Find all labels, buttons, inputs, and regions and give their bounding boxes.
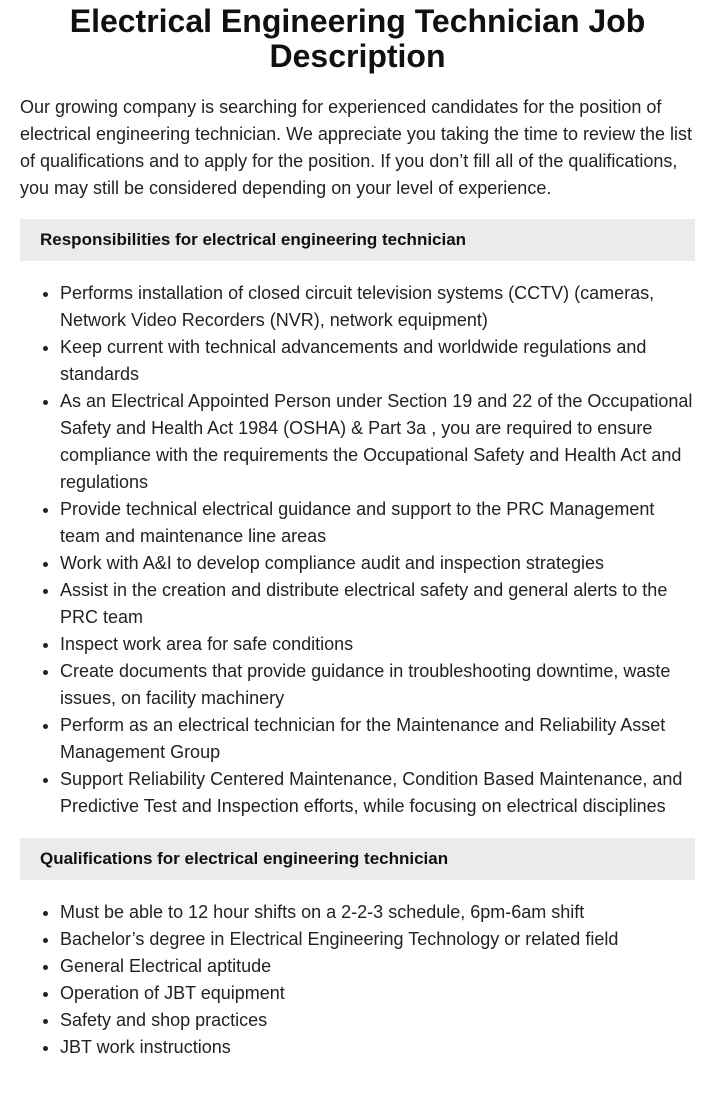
list-item: • As an Electrical Appointed Person under Section 19 and 22 of the Occupational Safety and Health Act 1984 (OSHA) & Part 3a , you are required to ensure compliance with the requirements the Occupational Safety and Health Act and regulations	[60, 388, 695, 496]
list-item: • Support Reliability Centered Maintenance, Condition Based Maintenance, and Predictive Test and Inspection efforts, while focusing on electrical disciplines	[60, 766, 695, 820]
list-item: • Performs installation of closed circuit television systems (CCTV) (cameras, Network Video Recorders (NVR), network equipment)	[60, 280, 695, 334]
list-item: • JBT work instructions	[60, 1034, 695, 1061]
responsibilities-list	[20, 280, 695, 820]
list-item: • Provide technical electrical guidance and support to the PRC Management team and maintenance line areas	[60, 496, 695, 550]
page-title: Electrical Engineering Technician Job Description	[69, 3, 646, 74]
list-item: • General Electrical aptitude	[60, 953, 695, 980]
intro-paragraph: Our growing company is searching for experienced candidates for the position of electrical engineering technician. We appreciate you taking the time to review the list of qualifications and to apply for the position. If you don’t fill all of the qualifications, you may still be considered depending on your level of experience.	[20, 97, 693, 198]
qualifications-list	[20, 899, 695, 1061]
list-item: • Work with A&I to develop compliance audit and inspection strategies	[60, 550, 695, 577]
list-item: • Perform as an electrical technician for the Maintenance and Reliability Asset Management Group	[60, 712, 695, 766]
list-item: • Operation of JBT equipment	[60, 980, 695, 1007]
list-item: • Keep current with technical advancements and worldwide regulations and standards	[60, 334, 695, 388]
list-item: • Inspect work area for safe conditions	[60, 631, 695, 658]
list-item: • Assist in the creation and distribute electrical safety and general alerts to the PRC team	[60, 577, 695, 631]
list-item: • Create documents that provide guidance in troubleshooting downtime, waste issues, on facility machinery	[60, 658, 695, 712]
list-item: • Must be able to 12 hour shifts on a 2-2-3 schedule, 6pm-6am shift	[60, 899, 695, 926]
qualifications-heading: Qualifications for electrical engineering technician	[20, 838, 695, 880]
list-item: • Bachelor’s degree in Electrical Engineering Technology or related field	[60, 926, 695, 953]
list-item: • Safety and shop practices	[60, 1007, 695, 1034]
responsibilities-heading: Responsibilities for electrical engineering technician	[20, 219, 695, 261]
